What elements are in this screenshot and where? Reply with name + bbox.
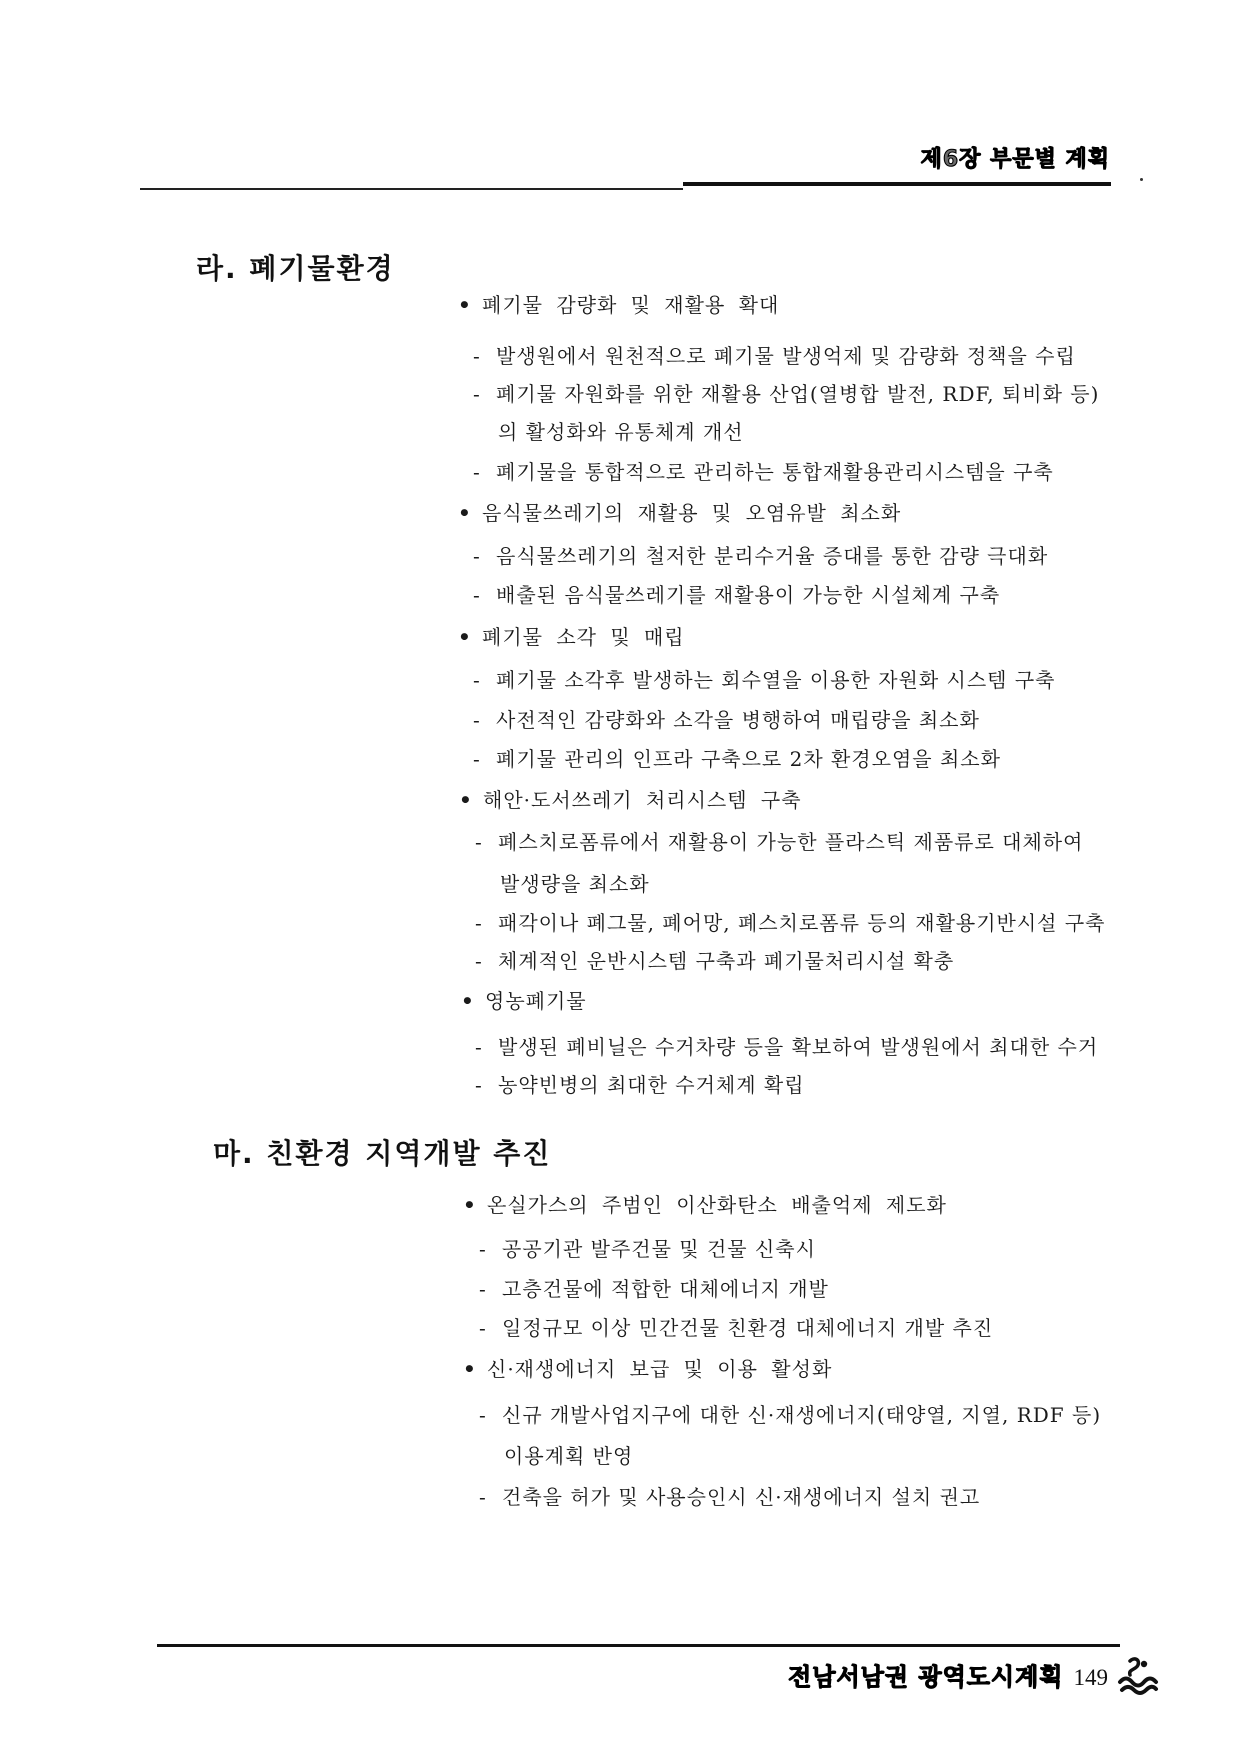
dash-item: - 농약빈병의 최대한 수거체계 확립 bbox=[472, 1073, 805, 1097]
bullet-item: • 해안·도서쓰레기 처리시스템 구축 bbox=[459, 788, 802, 812]
header-rule-thin bbox=[140, 188, 683, 190]
header-rule-thick bbox=[683, 182, 1111, 186]
dash-item: - 발생된 폐비닐은 수거차량 등을 확보하여 발생원에서 최대한 수거 bbox=[472, 1035, 1098, 1059]
dash-item: - 폐기물 소각후 발생하는 회수열을 이용한 자원화 시스템 구축 bbox=[470, 668, 1056, 692]
scan-dot bbox=[1140, 178, 1143, 181]
chapter-title: 제6장 부문별 계획 bbox=[920, 147, 1110, 172]
dash-item: - 음식물쓰레기의 철저한 분리수거율 증대를 통한 감량 극대화 bbox=[470, 544, 1048, 568]
dash-item: - 일정규모 이상 민간건물 친환경 대체에너지 개발 추진 bbox=[476, 1316, 993, 1340]
dash-item-continuation: 발생량을 최소화 bbox=[500, 872, 650, 896]
dash-item-continuation: 이용계획 반영 bbox=[504, 1444, 634, 1468]
dash-item: - 체계적인 운반시스템 구축과 폐기물처리시설 확충 bbox=[472, 949, 954, 973]
bullet-item: • 신·재생에너지 보급 및 이용 활성화 bbox=[463, 1357, 832, 1381]
dash-item: - 폐기물을 통합적으로 관리하는 통합재활용관리시스템을 구축 bbox=[470, 460, 1054, 484]
bullet-item: • 온실가스의 주범인 이산화탄소 배출억제 제도화 bbox=[463, 1193, 947, 1217]
dash-item: - 고층건물에 적합한 대체에너지 개발 bbox=[476, 1277, 829, 1301]
dash-item: - 폐기물 관리의 인프라 구축으로 2차 환경오염을 최소화 bbox=[470, 747, 1001, 771]
section-heading: 마. 친환경 지역개발 추진 bbox=[213, 1137, 552, 1170]
page-number: 149 bbox=[1073, 1665, 1108, 1690]
footer-rule bbox=[157, 1644, 1120, 1647]
footer-title: 전남서남권 광역도시계획 bbox=[788, 1663, 1064, 1691]
footer bbox=[788, 1662, 1108, 1693]
dash-item: - 패각이나 폐그물, 폐어망, 폐스치로폼류 등의 재활용기반시설 구축 bbox=[472, 911, 1106, 935]
dash-item: - 배출된 음식물쓰레기를 재활용이 가능한 시설체계 구축 bbox=[470, 583, 1000, 607]
dash-item: - 공공기관 발주건물 및 건물 신축시 bbox=[476, 1237, 816, 1261]
section-heading: 라. 폐기물환경 bbox=[196, 252, 395, 285]
bullet-item: • 음식물쓰레기의 재활용 및 오염유발 최소화 bbox=[458, 501, 901, 525]
dash-item: - 폐기물 자원화를 위한 재활용 산업(열병합 발전, RDF, 퇴비화 등) bbox=[470, 382, 1099, 406]
dash-item-continuation: 의 활성화와 유통체계 개선 bbox=[498, 420, 744, 444]
logo-icon bbox=[1116, 1655, 1160, 1697]
bullet-item: • 폐기물 감량화 및 재활용 확대 bbox=[458, 293, 779, 317]
bullet-item: • 폐기물 소각 및 매립 bbox=[458, 625, 685, 649]
dash-item: - 신규 개발사업지구에 대한 신·재생에너지(태양열, 지열, RDF 등) bbox=[476, 1403, 1101, 1427]
dash-item: - 건축을 허가 및 사용승인시 신·재생에너지 설치 권고 bbox=[476, 1485, 980, 1509]
dash-item: - 폐스치로폼류에서 재활용이 가능한 플라스틱 제품류로 대체하여 bbox=[472, 830, 1083, 854]
dash-item: - 발생원에서 원천적으로 폐기물 발생억제 및 감량화 정책을 수립 bbox=[470, 344, 1076, 368]
dash-item: - 사전적인 감량화와 소각을 병행하여 매립량을 최소화 bbox=[470, 708, 980, 732]
bullet-item: • 영농폐기물 bbox=[461, 989, 587, 1013]
